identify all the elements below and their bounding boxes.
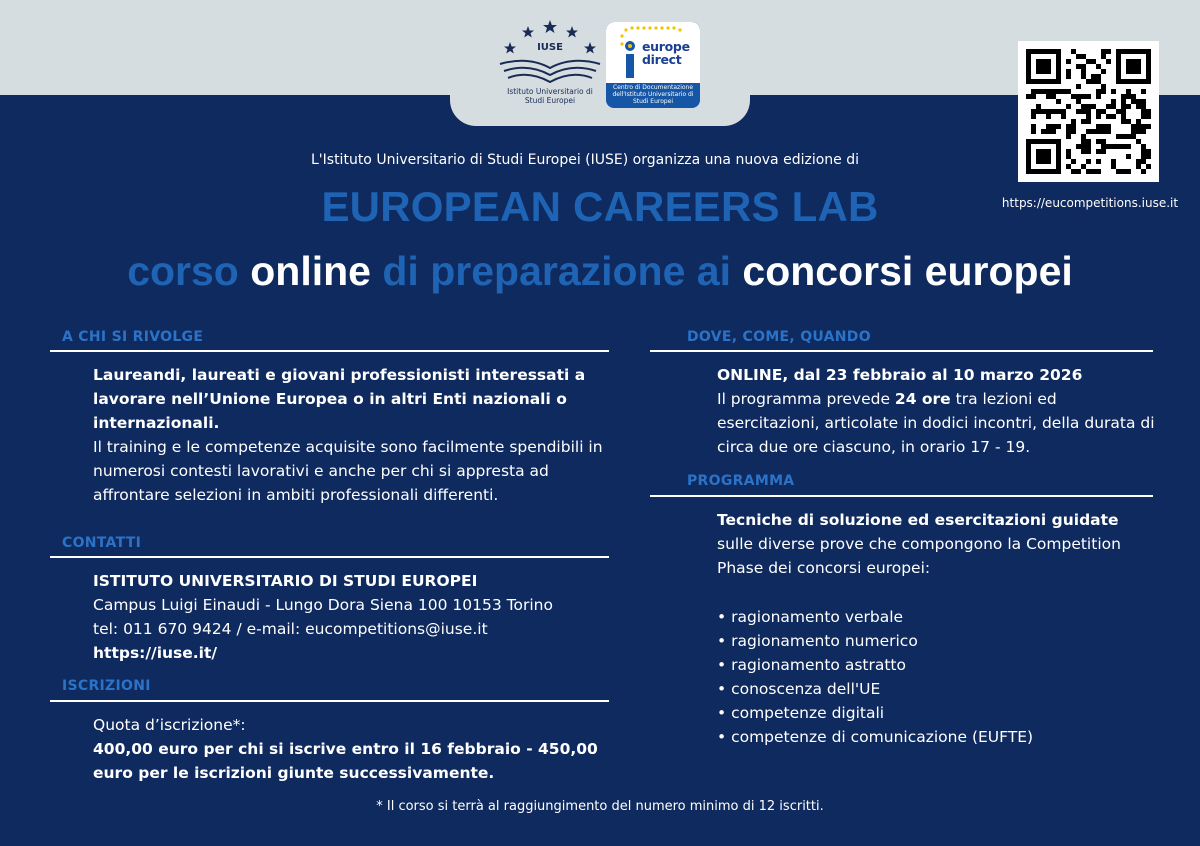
- course-text-b: tra lezioni ed esercitazioni, articolate in dodici incontri, della durata di circa due ore ciascuno, in orario 17 - 19.: [717, 390, 1155, 456]
- a-chi-text: Il training e le competenze acquisite sono facilmente spendibili in numerosi contesti lavorativi e anche per chi si appresta ad affrontare selezioni in ambiti professionali differenti.: [93, 438, 603, 504]
- section-divider: [650, 350, 1153, 352]
- course-description: [717, 387, 1157, 459]
- contact-address: Campus Luigi Einaudi - Lungo Dora Siena 100 10153 Torino: [93, 596, 553, 614]
- page-subtitle: [0, 248, 1200, 295]
- course-dates: ONLINE, dal 23 febbraio al 10 marzo 2026: [717, 366, 1083, 384]
- programma-bold-intro: Tecniche di soluzione ed esercitazioni guidate: [717, 511, 1119, 529]
- section-heading-programma: PROGRAMMA: [687, 473, 795, 489]
- contact-website-link[interactable]: https://iuse.it/: [93, 644, 218, 662]
- contact-institute-name: ISTITUTO UNIVERSITARIO DI STUDI EUROPEI: [93, 572, 478, 590]
- list-item: • ragionamento astratto: [717, 656, 906, 674]
- section-divider: [650, 495, 1153, 497]
- europe-direct-word1: europe: [642, 39, 690, 54]
- course-text-a: Il programma prevede: [717, 390, 895, 408]
- section-divider: [50, 700, 609, 702]
- list-item: • conoscenza dell'UE: [717, 680, 881, 698]
- list-item: • competenze di comunicazione (EUFTE): [717, 728, 1034, 746]
- section-heading-a-chi: A CHI SI RIVOLGE: [62, 329, 204, 345]
- star-icon: [566, 26, 578, 38]
- programma-intro: [717, 508, 1152, 580]
- subtitle-part1: corso: [127, 248, 239, 294]
- iuse-logo-name: IUSE: [537, 42, 563, 53]
- list-item: • ragionamento numerico: [717, 632, 918, 650]
- subtitle-part4: concorsi europei: [742, 248, 1073, 294]
- intro-text: L'Istituto Universitario di Studi Europei (IUSE) organizza una nuova edizione di: [311, 152, 859, 168]
- europe-direct-caption: Centro di Documentazione dell'Istituto Universitario di Studi Europei: [612, 84, 694, 105]
- fee-amount: 400,00 euro per chi si iscrive entro il 16 febbraio - 450,00 euro per le iscrizioni giunte successivamente.: [93, 740, 598, 782]
- a-chi-bold-text: Laureandi, laureati e giovani professionisti interessati a lavorare nell’Unione Europea o in altri Enti nazionali o internazionali.: [93, 366, 586, 432]
- dove-section: [717, 363, 1157, 459]
- page-title: EUROPEAN CAREERS LAB: [321, 183, 879, 230]
- iuse-logo-caption: Istituto Universitario di Studi Europei: [507, 87, 593, 105]
- a-chi-section: [93, 363, 613, 507]
- list-item: • competenze digitali: [717, 704, 885, 722]
- section-heading-iscrizioni: ISCRIZIONI: [62, 678, 151, 694]
- subtitle-part3: di preparazione ai: [382, 248, 731, 294]
- section-divider: [50, 556, 609, 558]
- list-item: • ragionamento verbale: [717, 608, 904, 626]
- section-heading-dove: DOVE, COME, QUANDO: [687, 329, 871, 345]
- iscrizioni-section: [93, 713, 603, 785]
- contatti-section: [93, 569, 613, 665]
- programma-section: [717, 508, 1152, 749]
- footnote: * Il corso si terrà al raggiungimento del numero minimo di 12 iscritti.: [376, 799, 824, 814]
- europe-direct-logo: [606, 22, 700, 108]
- fee-label: Quota d’iscrizione*:: [93, 716, 246, 734]
- programma-intro-rest: sulle diverse prove che compongono la Competition Phase dei concorsi europei:: [717, 535, 1121, 577]
- star-icon: [522, 26, 534, 38]
- europe-direct-word2: direct: [642, 52, 682, 67]
- course-hours: 24 ore: [894, 390, 951, 408]
- section-heading-contatti: CONTATTI: [62, 535, 142, 551]
- star-icon: [543, 20, 557, 33]
- subtitle-part2: online: [250, 248, 371, 294]
- qr-url[interactable]: https://eucompetitions.iuse.it: [1001, 196, 1179, 210]
- programma-list: [717, 605, 1152, 749]
- section-divider: [50, 350, 609, 352]
- contact-phone-email[interactable]: tel: 011 670 9424 / e-mail: eucompetitions@iuse.it: [93, 620, 488, 638]
